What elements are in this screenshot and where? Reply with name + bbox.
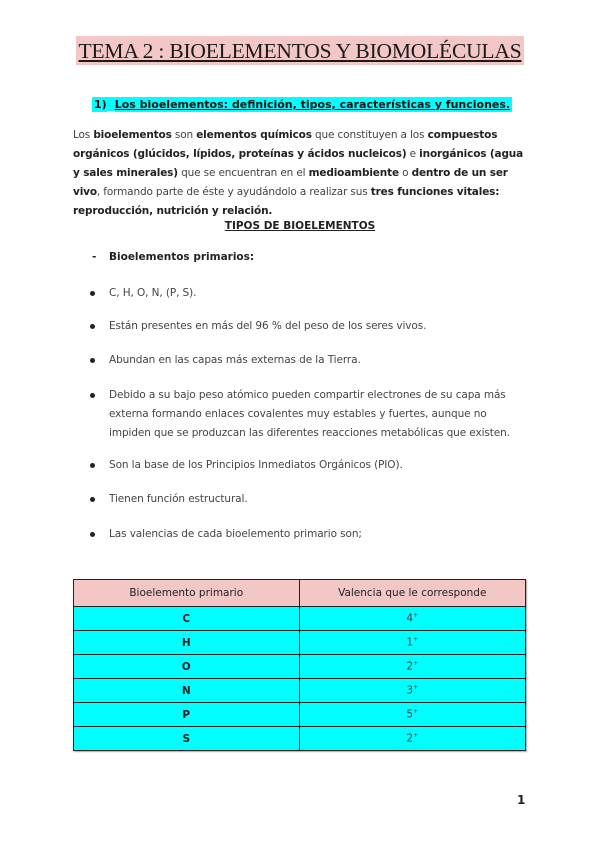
bullet-text: Están presentes en más del 96 % del peso de los seres vivos.	[109, 320, 427, 332]
title-container	[0, 36, 600, 65]
intro-bold-term: tres funciones vitales: reproducción, nutrición y relación.	[73, 186, 500, 217]
page-number: 1	[517, 793, 526, 807]
bullet-dot-icon	[90, 291, 95, 296]
intro-text: son	[171, 129, 197, 141]
bullet-dot-icon	[90, 393, 95, 398]
intro-text: que se encuentran en el	[177, 167, 309, 179]
cell-element: C	[74, 607, 300, 631]
valence-number: 2	[406, 732, 414, 745]
intro-bold-term: elementos químicos	[196, 129, 312, 141]
cell-element: P	[74, 703, 300, 727]
intro-text: e	[406, 148, 420, 160]
page-title: TEMA 2 : BIOELEMENTOS Y BIOMOLÉCULAS	[76, 36, 525, 65]
dash-item-label: Bioelementos primarios:	[109, 251, 255, 263]
section-number: 1)	[94, 98, 107, 111]
valence-number: 4	[406, 612, 414, 625]
bullet-item	[90, 456, 530, 475]
subheading-tipos: TIPOS DE BIOELEMENTOS	[224, 220, 376, 232]
bullet-item	[90, 317, 530, 336]
valence-number: 3	[406, 684, 414, 697]
table-row	[74, 655, 526, 679]
cell-element: S	[74, 727, 300, 751]
bullet-item	[90, 490, 530, 509]
dash-marker: -	[92, 251, 97, 263]
valence-sign: +	[413, 732, 419, 740]
section-heading	[92, 93, 512, 112]
cell-valence	[299, 655, 526, 679]
valence-sign: +	[413, 660, 419, 668]
intro-paragraph	[73, 126, 533, 221]
intro-text: Los	[73, 129, 94, 141]
valence-number: 1	[406, 636, 414, 649]
intro-bold-term: dentro de un ser vivo	[73, 167, 508, 198]
bullet-dot-icon	[90, 358, 95, 363]
cell-valence	[299, 727, 526, 751]
bullet-text: Las valencias de cada bioelemento primario son;	[109, 528, 362, 540]
table-row	[74, 631, 526, 655]
column-header-valence: Valencia que le corresponde	[299, 580, 526, 607]
table-row	[74, 679, 526, 703]
bullet-dot-icon	[90, 324, 95, 329]
section-title: Los bioelementos: definición, tipos, características y funciones.	[114, 98, 511, 111]
bullet-text: Tienen función estructural.	[109, 493, 248, 505]
bullet-item	[90, 386, 530, 443]
intro-bold-term: medioambiente	[308, 167, 399, 179]
intro-bold-term: compuestos orgánicos (glúcidos, lípidos, proteínas y ácidos nucleicos)	[73, 129, 498, 160]
column-header-element: Bioelemento primario	[74, 580, 300, 607]
intro-bold-term: bioelementos	[93, 129, 172, 141]
table-row	[74, 727, 526, 751]
bullet-text: Debido a su bajo peso atómico pueden compartir electrones de su capa más externa formando enlaces covalentes muy estables y fuertes, aunque no impiden que se produzcan las diferentes reacciones metabólicas que existen.	[109, 389, 510, 439]
cell-element: O	[74, 655, 300, 679]
valence-sign: +	[413, 708, 419, 716]
bullet-text: C, H, O, N, (P, S).	[109, 287, 197, 299]
cell-valence	[299, 607, 526, 631]
valence-sign: +	[413, 612, 419, 620]
section-highlight-gap	[107, 97, 115, 111]
bullet-item	[90, 284, 530, 303]
cell-valence	[299, 631, 526, 655]
cell-element: H	[74, 631, 300, 655]
valence-number: 2	[406, 660, 414, 673]
cell-element: N	[74, 679, 300, 703]
bullet-item	[90, 525, 530, 544]
table-header-row	[74, 580, 526, 607]
bullet-text: Abundan en las capas más externas de la Tierra.	[109, 354, 361, 366]
bullet-item	[90, 351, 530, 370]
dash-list-item	[92, 251, 254, 263]
valence-sign: +	[413, 636, 419, 644]
intro-bold-term: inorgánicos (agua y sales minerales)	[73, 148, 524, 179]
valence-table	[73, 579, 526, 751]
intro-text: , formando parte de éste y ayudándolo a realizar sus	[96, 186, 371, 198]
intro-text: que constituyen a los	[311, 129, 428, 141]
cell-valence	[299, 703, 526, 727]
intro-text: o	[398, 167, 412, 179]
valence-sign: +	[413, 684, 419, 692]
bullet-dot-icon	[90, 532, 95, 537]
table-row	[74, 703, 526, 727]
table-row	[74, 607, 526, 631]
bullet-text: Son la base de los Principios Inmediatos Orgánicos (PIO).	[109, 459, 403, 471]
bullet-dot-icon	[90, 497, 95, 502]
cell-valence	[299, 679, 526, 703]
subheading-container	[0, 214, 600, 233]
valence-number: 5	[406, 708, 414, 721]
bullet-dot-icon	[90, 463, 95, 468]
